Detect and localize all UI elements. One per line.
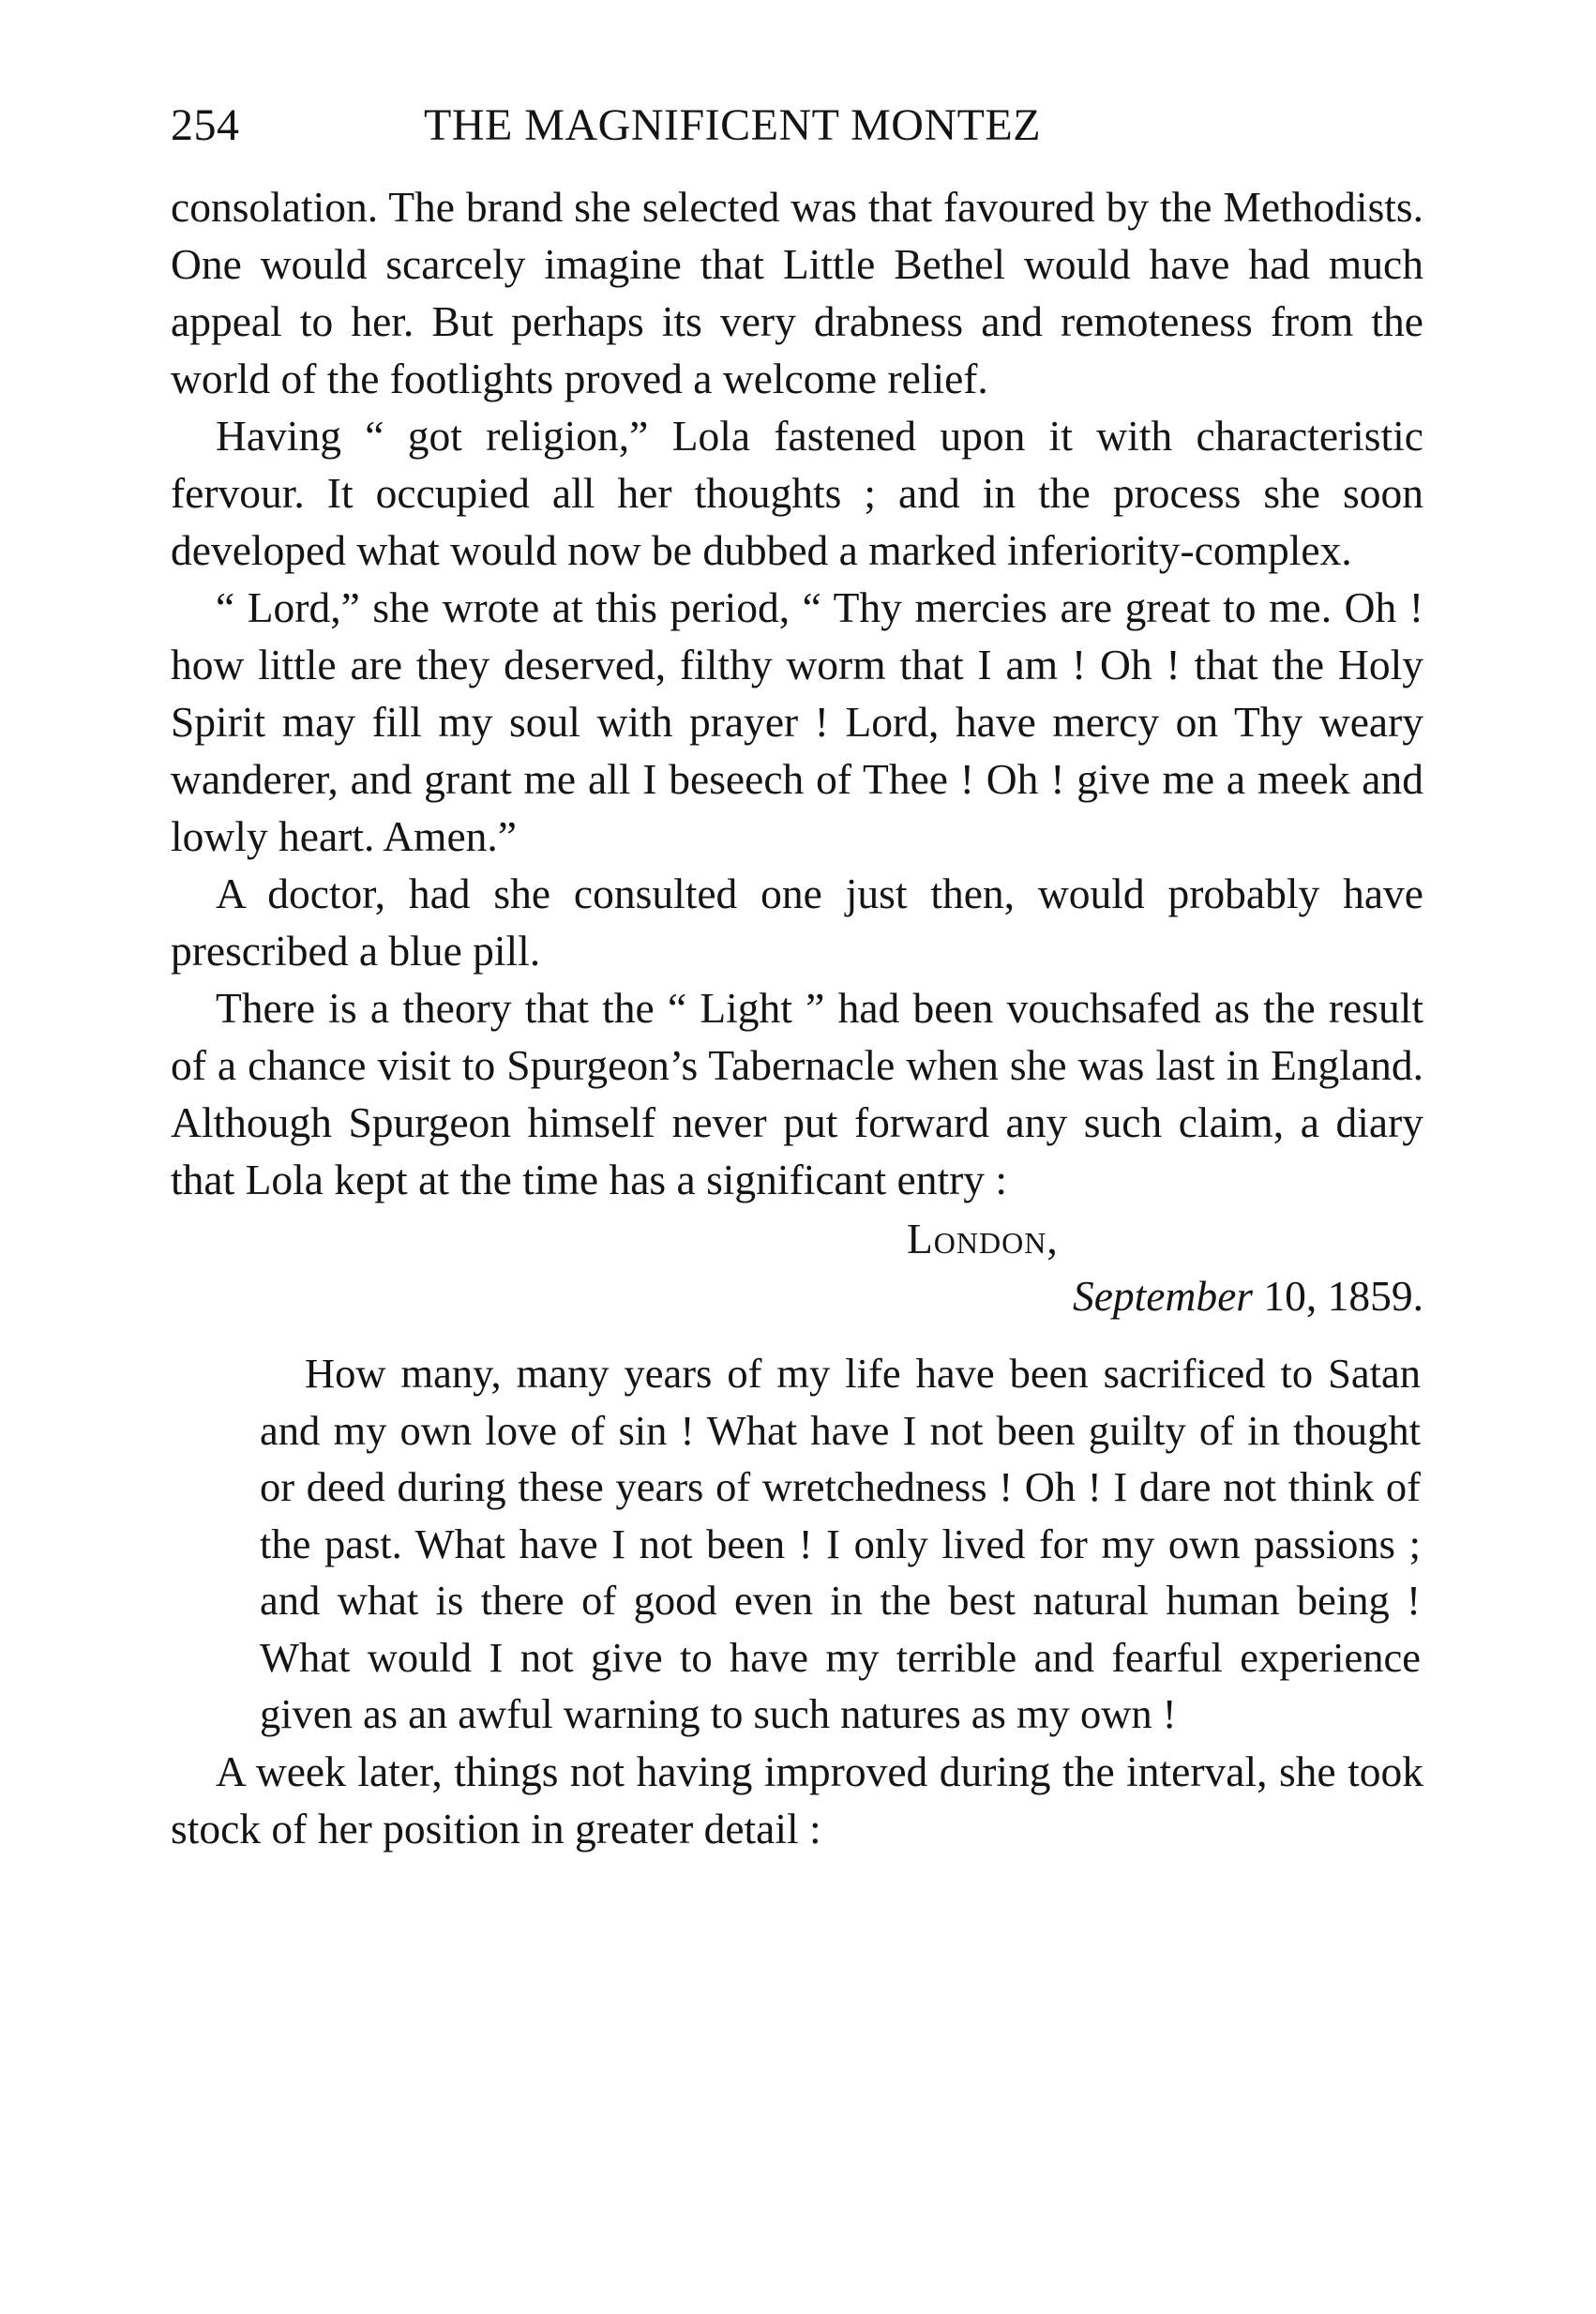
dateline-place: London, xyxy=(907,1215,1059,1263)
running-title: THE MAGNIFICENT MONTEZ xyxy=(424,100,1042,150)
closing-paragraph: A week later, things not having improved during the interval, she took stock of her position in greater detail : xyxy=(171,1747,1423,1853)
diary-dateline xyxy=(171,1208,1423,1326)
paragraph: “ Lord,” she wrote at this period, “ Thy mercies are great to me. Oh ! how little are they deserved, filthy worm that I am ! Oh ! that the Holy Spirit may fill my soul with prayer ! Lord, have mercy on Thy weary wanderer, and grant me all I beseech of Thee ! Oh ! give me a meek and lowly heart. Amen.” xyxy=(171,583,1423,860)
page-body xyxy=(171,178,1423,1857)
page-header xyxy=(171,99,1427,165)
diary-entry-text: How many, many years of my life have been sacrificed to Satan and my own love of sin ! What have I not been guilty of in thought or deed during these years of wretchedness ! Oh ! I dare not think of the past. What have I not been ! I only lived for my own passions ; and what is there of good even in the best natural human being ! What would I not give to have my terrible and fearful experience given as an awful warning to such natures as my own ! xyxy=(260,1350,1421,1737)
page-number: 254 xyxy=(171,100,240,150)
dateline-day-year: 10, 1859. xyxy=(1253,1272,1423,1320)
diary-quotation xyxy=(260,1345,1421,1743)
paragraph: There is a theory that the “ Light ” had been vouchsafed as the result of a chance visit to Spurgeon’s Tabernacle when she was last in England. Although Spurgeon himself never put forward any such claim, a diary that Lola kept at the time has a significant entry : xyxy=(171,984,1423,1203)
paragraph: A doctor, had she consulted one just then, would probably have prescribed a blue pill. xyxy=(171,870,1423,975)
paragraph: Having “ got religion,” Lola fastened upon it with characteristic fervour. It occupied all her thoughts ; and in the process she soon developed what would now be dubbed a marked inferiority-complex. xyxy=(171,412,1423,574)
paragraph-continued: consolation. The brand she selected was that favoured by the Methodists. One would scarcely imagine that Little Bethel would have had much appeal to her. But perhaps its very drabness and remoteness from the world of the footlights proved a welcome relief. xyxy=(171,183,1423,402)
dateline-date xyxy=(1073,1267,1423,1324)
dateline-month: September xyxy=(1072,1272,1253,1320)
